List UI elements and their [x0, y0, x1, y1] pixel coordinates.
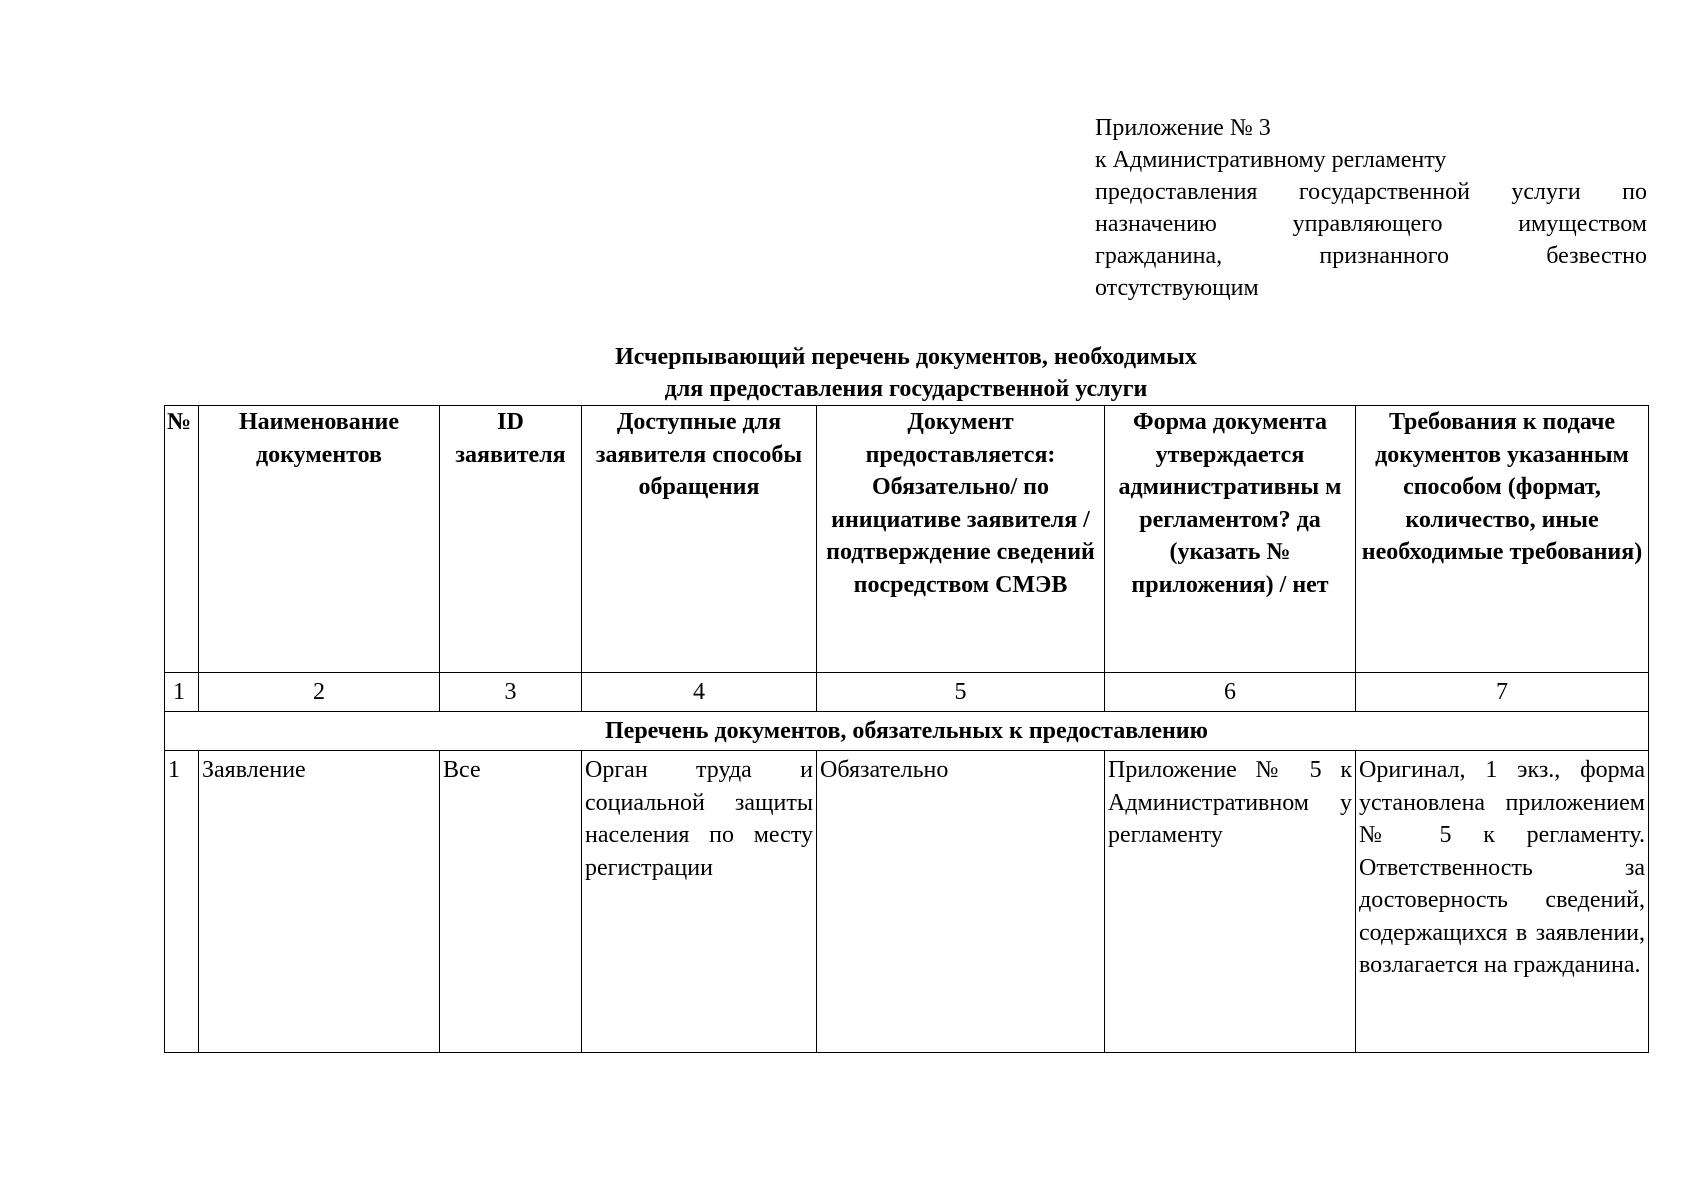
row-methods: Орган труда и социальной защиты населения по месту регистрации	[582, 751, 817, 1053]
column-number: 2	[199, 673, 440, 712]
appendix-header	[1095, 112, 1647, 304]
column-number: 7	[1356, 673, 1649, 712]
column-number: 3	[440, 673, 582, 712]
appendix-number: Приложение № 3	[1095, 115, 1271, 141]
appendix-line-4: назначению управляющего имуществом	[1095, 211, 1647, 237]
header-document-name: Наименование документов	[199, 406, 440, 673]
column-number: 4	[582, 673, 817, 712]
appendix-line-5: гражданина, признанного безвестно	[1095, 243, 1647, 269]
header-methods: Доступные для заявителя способы обращения	[582, 406, 817, 673]
column-number: 6	[1105, 673, 1356, 712]
header-requirements: Требования к подаче документов указанным способом (формат, количество, иные необходимые требования)	[1356, 406, 1649, 673]
header-provision: Документ предоставляется: Обязательно/ по инициативе заявителя /подтверждение сведений посредством СМЭВ	[817, 406, 1105, 673]
table-row	[165, 751, 1649, 1053]
section-title: Перечень документов, обязательных к предоставлению	[165, 712, 1649, 751]
appendix-line-3: предоставления государственной услуги по	[1095, 179, 1647, 205]
table-header-row	[165, 406, 1649, 673]
row-form: Приложение № 5 к Административном у регламенту	[1105, 751, 1356, 1053]
header-number: №	[165, 406, 199, 673]
document-title-line-2: для предоставления государственной услуги	[664, 376, 1148, 402]
column-number: 5	[817, 673, 1105, 712]
row-number: 1	[165, 751, 199, 1053]
row-provision: Обязательно	[817, 751, 1105, 1053]
documents-table	[164, 405, 1649, 1053]
document-title-line-1: Исчерпывающий перечень документов, необходимых	[615, 344, 1197, 370]
section-row	[165, 712, 1649, 751]
header-form: Форма документа утверждается административны м регламентом? да (указать № приложения) / нет	[1105, 406, 1356, 673]
column-number: 1	[165, 673, 199, 712]
appendix-line-2: к Административному регламенту	[1095, 147, 1447, 173]
row-requirements: Оригинал, 1 экз., форма установлена приложением № 5 к регламенту. Ответственность за достоверность сведений, содержащихся в заявлении, возлагается на гражданина.	[1356, 751, 1649, 1053]
document-title	[164, 341, 1648, 405]
row-document-name: Заявление	[199, 751, 440, 1053]
appendix-line-6: отсутствующим	[1095, 275, 1259, 301]
column-numbers-row	[165, 673, 1649, 712]
header-applicant-id: ID заявителя	[440, 406, 582, 673]
row-applicant-id: Все	[440, 751, 582, 1053]
